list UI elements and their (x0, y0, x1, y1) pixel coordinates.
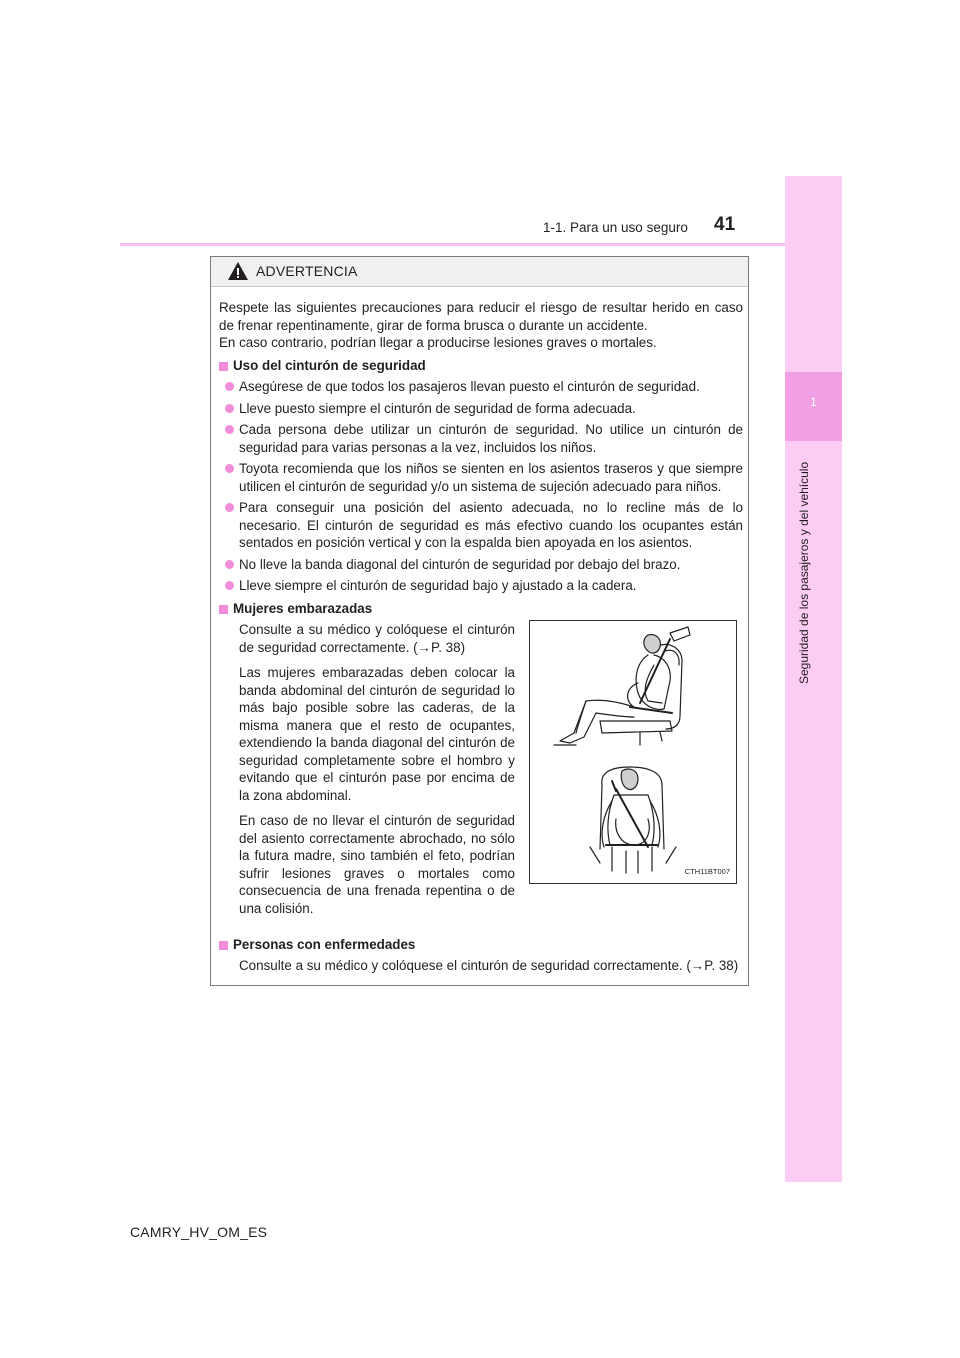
pregnant-text (239, 621, 515, 925)
list-item (219, 400, 743, 418)
pregnant-paragraph-3: En caso de no llevar el cinturón de seguridad del asiento correctamente abrochado, no sólo la futura madre, sino también el feto, podrían sufrir lesiones graves o mortales como consecuencia de una frenada repentina o de una colisión. (239, 813, 515, 916)
bullet-text: Asegúrese de que todos los pasajeros llevan puesto el cinturón de seguridad. (239, 379, 700, 394)
circle-bullet-icon (225, 425, 234, 434)
bullet-text: Lleve siempre el cinturón de seguridad bajo y ajustado a la cadera. (239, 578, 637, 593)
list-item (219, 556, 743, 574)
circle-bullet-icon (225, 382, 234, 391)
bullet-text: No lleve la banda diagonal del cinturón de seguridad por debajo del brazo. (239, 556, 681, 572)
page-number: 41 (714, 214, 736, 235)
pregnant-seatbelt-illustration (529, 620, 737, 884)
section-heading-illness (219, 936, 743, 954)
circle-bullet-icon (225, 404, 234, 413)
running-head: 1-1. Para un uso seguro (543, 220, 688, 235)
bullet-text: Para conseguir una posición del asiento adecuada, no lo recline más de lo necesario. El cinturón de seguridad es más efectivo cuando los ocupantes están sentados en posición vertical y con la espalda bien apoyada en los asientos. (239, 500, 743, 550)
section-heading-pregnant (219, 600, 743, 618)
bullet-text: Cada persona debe utilizar un cinturón de seguridad. No utilice un cinturón de seguridad para varias personas a la vez, incluidos los niños. (239, 422, 743, 455)
pregnant-section (219, 619, 743, 931)
list-item (219, 378, 743, 396)
warning-box (210, 256, 749, 986)
circle-bullet-icon (225, 464, 234, 473)
manual-code: CAMRY_HV_OM_ES (130, 1224, 268, 1240)
warning-body (219, 299, 743, 974)
warning-header (211, 257, 748, 287)
list-item (219, 577, 743, 595)
list-item (219, 499, 743, 552)
figure-code: CTH11BT007 (684, 866, 730, 876)
list-item (219, 460, 743, 495)
seatbelt-bullet-list (219, 378, 743, 595)
section-heading-text: Uso del cinturón de seguridad (233, 357, 426, 373)
pregnant-paragraph-1: Consulte a su médico y colóquese el cinturón de seguridad correctamente. (→P. 38) (239, 622, 515, 655)
section-heading-text: Mujeres embarazadas (233, 600, 373, 616)
warning-triangle-icon (227, 261, 249, 281)
chapter-side-tab (785, 176, 842, 1182)
warning-title: ADVERTENCIA (256, 263, 358, 279)
bullet-text: Toyota recomienda que los niños se sienten en los asientos traseros y que siempre utilicen el cinturón de seguridad y/o un sistema de sujeción adecuado para niños. (239, 461, 743, 494)
chapter-title: Seguridad de los pasajeros y del vehículo (797, 461, 811, 684)
pregnant-paragraph-2: Las mujeres embarazadas deben colocar la banda abdominal del cinturón de seguridad lo más bajo posible sobre las caderas, de la misma manera que el resto de ocupantes, extendiendo la banda diagonal del cinturón de seguridad completamente sobre el hombro y evitando que el cinturón pase por encima de la zona abdominal. (239, 665, 515, 803)
section-heading-seatbelt (219, 357, 743, 375)
square-bullet-icon (219, 941, 228, 950)
warning-intro: Respete las siguientes precauciones para reducir el riesgo de resultar herido en caso de frenar repentinamente, girar de forma brusca o durante un accidente. (219, 300, 743, 333)
seatbelt-side-view-drawing (530, 621, 736, 761)
illness-text: Consulte a su médico y colóquese el cinturón de seguridad correctamente. (→P. 38) (239, 957, 739, 973)
square-bullet-icon (219, 362, 228, 371)
warning-intro-consequence: En caso contrario, podrían llegar a producirse lesiones graves o mortales. (219, 335, 657, 350)
circle-bullet-icon (225, 560, 234, 569)
circle-bullet-icon (225, 581, 234, 590)
header-rule (120, 243, 842, 246)
circle-bullet-icon (225, 503, 234, 512)
seatbelt-front-view-drawing (530, 761, 736, 879)
square-bullet-icon (219, 605, 228, 614)
chapter-number: 1 (810, 395, 817, 409)
list-item (219, 421, 743, 456)
bullet-text: Lleve puesto siempre el cinturón de seguridad de forma adecuada. (239, 400, 636, 416)
section-heading-text: Personas con enfermedades (233, 937, 416, 952)
